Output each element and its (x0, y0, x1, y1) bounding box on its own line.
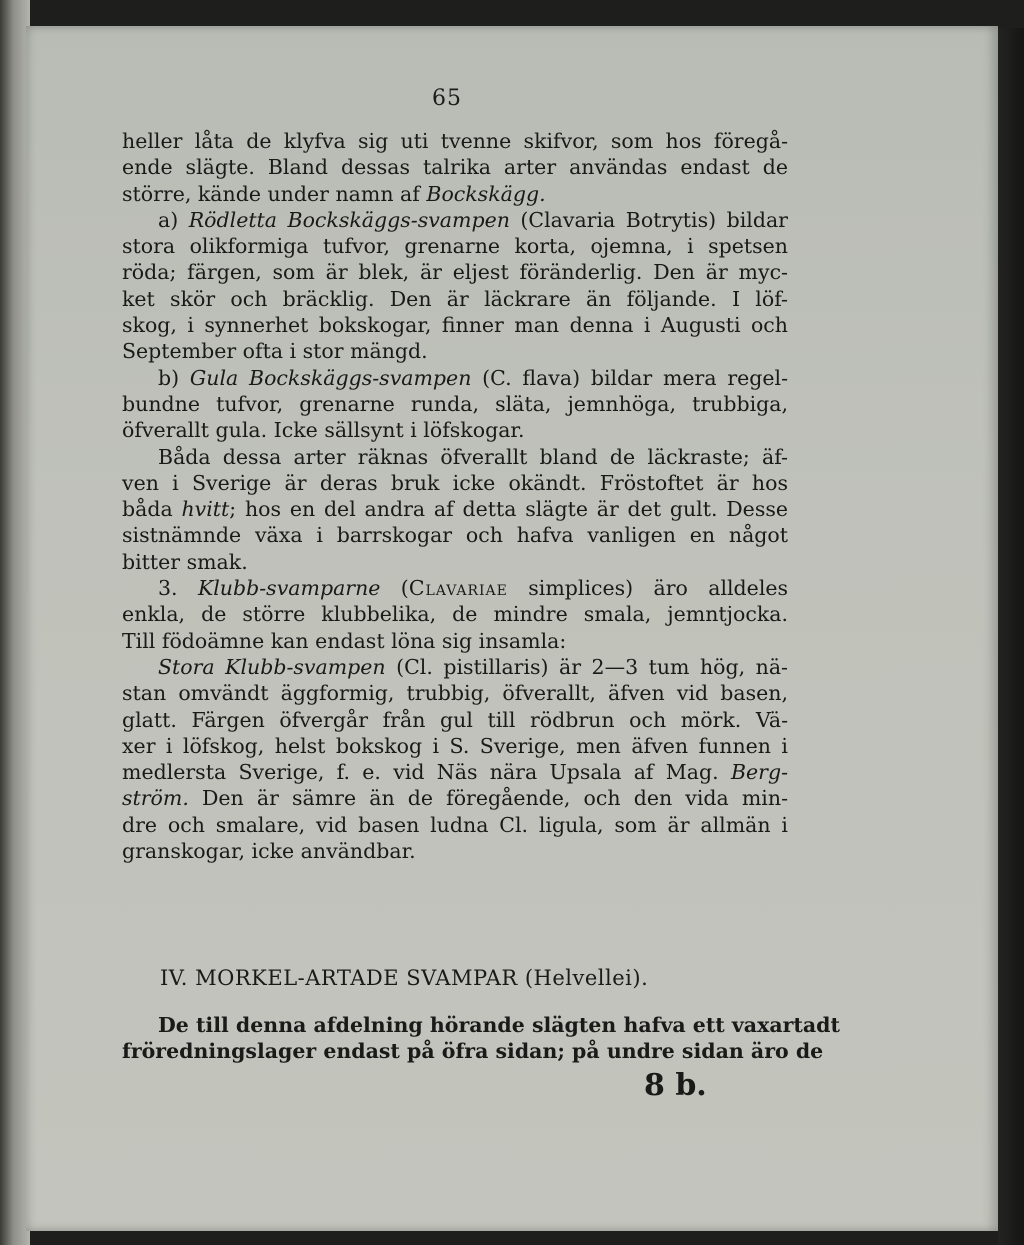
italic-text: Berg- (730, 760, 788, 785)
italic-text: Gula Bockskäggs-svampen (189, 365, 472, 390)
italic-text: Klubb-svamparne (197, 576, 381, 601)
text-run: bitter smak. (122, 549, 248, 574)
text-run: dre och smalare, vid basen ludna Cl. ligula, som är allmän i (122, 812, 788, 837)
text-run: b) (158, 365, 190, 390)
text-run: (C. flava) bildar mera regel- (471, 365, 789, 390)
text-run: ; hos en del andra af detta slägte är det gult. Desse (229, 497, 788, 522)
italic-text: hvitt (181, 497, 230, 522)
text-line (122, 181, 788, 207)
text-line (122, 522, 788, 548)
text-line (122, 654, 788, 680)
text-run: större, kände under namn af (122, 181, 427, 206)
text-line (122, 470, 788, 496)
section-heading: IV. MORKEL-ARTADE SVAMPAR (Helvellei). (160, 966, 649, 990)
text-line (122, 812, 788, 838)
text-line (122, 1038, 824, 1064)
text-run: Den är sämre än de föregående, och den vida min- (188, 786, 788, 811)
text-line (122, 601, 788, 627)
text-run: (Clavaria Botrytis) bildar (509, 207, 788, 232)
text-line (122, 233, 788, 259)
text-line (122, 628, 788, 654)
text-line (122, 286, 788, 312)
closing-paragraph (122, 1012, 840, 1065)
text-run: Båda dessa arter räknas öfverallt bland de läckraste; äf- (158, 444, 788, 469)
italic-text: Stora Klubb-svampen (158, 654, 386, 679)
text-line (122, 575, 788, 601)
text-run: Till födoämne kan endast löna sig insamla: (122, 628, 567, 653)
text-run: a) (158, 207, 189, 232)
text-run: (Cl. pistillaris) är 2—3 tum hög, nä- (385, 654, 788, 679)
text-line (122, 154, 788, 180)
text-line (122, 733, 788, 759)
italic-text: Rödletta Bockskäggs-svampen (188, 207, 510, 232)
text-run: De till denna afdelning hörande slägten hafva ett vaxartadt (158, 1013, 840, 1037)
text-line (122, 391, 788, 417)
text-run: glatt. Färgen öfvergår från gul till rödbrun och mörk. Vä- (122, 707, 788, 732)
text-run: båda (122, 497, 182, 522)
italic-text: ström. (122, 786, 189, 811)
text-run: ( (380, 576, 409, 601)
text-run: heller låta de klyfva sig uti tvenne skifvor, som hos föregå- (122, 129, 788, 153)
italic-text: Bockskägg. (426, 181, 546, 206)
text-run: Clavariae (408, 576, 508, 601)
text-line (122, 312, 788, 338)
text-line (122, 207, 788, 233)
text-line (122, 707, 788, 733)
text-line (122, 785, 788, 811)
text-line (122, 838, 788, 864)
text-run: röda; färgen, som är blek, är eljest föränderlig. Den är myc- (122, 260, 788, 285)
text-run: simplices) äro alldeles (507, 576, 789, 601)
signature-mark: 8 b. (644, 1068, 707, 1103)
text-run: 3. (158, 576, 198, 601)
text-run: öfverallt gula. Icke sällsynt i löfskogar. (122, 418, 525, 443)
text-line (122, 680, 788, 706)
text-run: enkla, de större klubbelika, de mindre smala, jemntjocka. (122, 602, 788, 627)
text-line (122, 338, 788, 364)
text-run: bundne tufvor, grenarne runda, släta, jemnhöga, trubbiga, (122, 391, 788, 416)
text-run: sistnämnde växa i barrskogar och hafva vanligen en något (122, 523, 788, 548)
text-line (122, 549, 788, 575)
text-run: granskogar, icke användbar. (122, 839, 416, 864)
text-run: September ofta i stor mängd. (122, 339, 428, 364)
text-run: stora olikformiga tufvor, grenarne korta, ojemna, i spetsen (122, 234, 788, 259)
text-line (122, 1012, 840, 1038)
text-run: skog, i synnerhet bokskogar, finner man denna i Augusti och (122, 313, 788, 338)
text-line (122, 128, 788, 154)
page-number: 65 (432, 86, 462, 111)
text-run: medlersta Sverige, f. e. vid Näs nära Upsala af Mag. (122, 760, 731, 785)
text-line (122, 365, 788, 391)
text-line (122, 259, 788, 285)
page-edge-shadow (998, 28, 1024, 1245)
text-run: ket skör och bräcklig. Den är läckrare än följande. I löf- (122, 286, 788, 311)
text-line (122, 759, 788, 785)
text-line (122, 496, 788, 522)
text-run: ven i Sverige är deras bruk icke okändt. Fröstoftet är hos (122, 470, 788, 495)
text-run: stan omvändt äggformig, trubbig, öfverallt, äfven vid basen, (122, 681, 788, 706)
text-run: fröredningslager endast på öfra sidan; på undre sidan äro de (122, 1039, 824, 1064)
body-text (122, 128, 788, 864)
text-line (122, 444, 788, 470)
text-run: ende slägte. Bland dessas talrika arter användas endast de (122, 155, 788, 180)
text-line (122, 417, 788, 443)
text-run: xer i löfskog, helst bokskog i S. Sverige, men äfven funnen i (122, 733, 788, 758)
